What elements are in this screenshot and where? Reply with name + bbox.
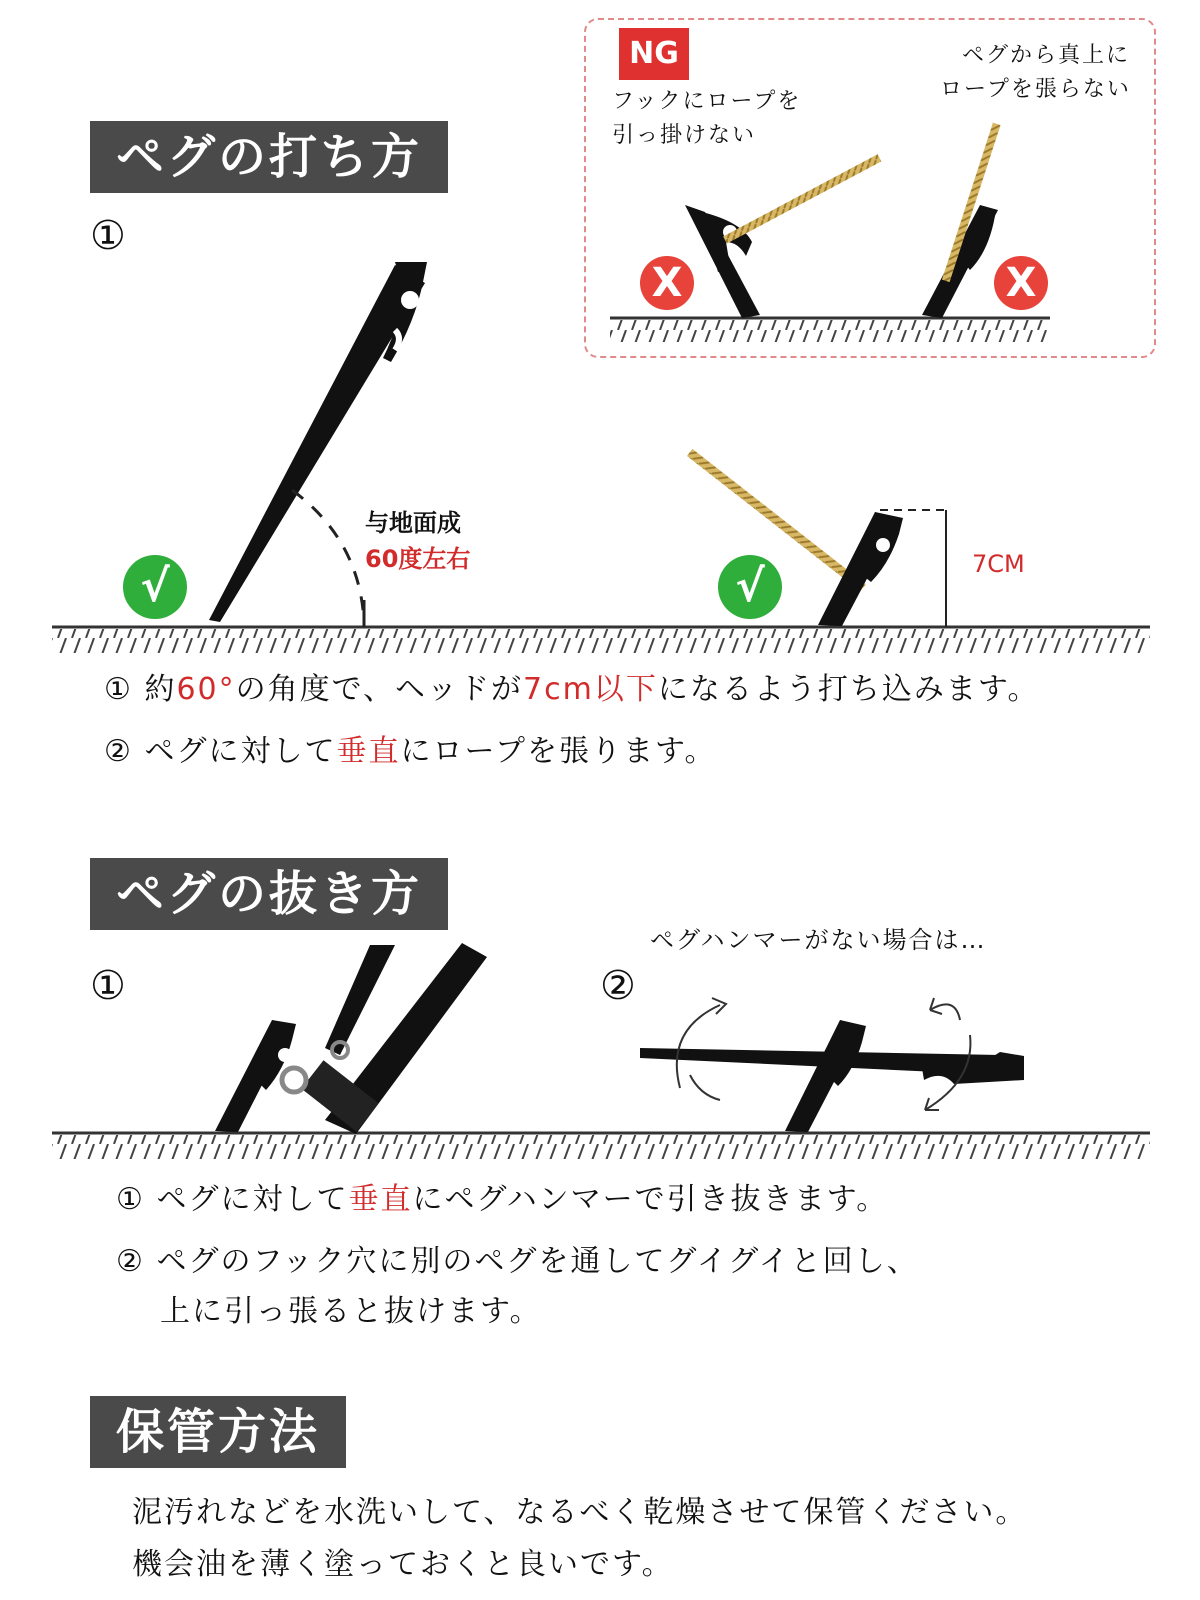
section-title-storage: 保管方法 [90, 1396, 346, 1468]
angle-note-line1: 与地面成 [365, 509, 461, 537]
step-highlight: 60° [176, 672, 236, 707]
step-number: ① [116, 1182, 145, 1217]
step-text: ペグのフック穴に別のペグを通してグイグイと回し、 [156, 1244, 919, 1279]
step-text: になるよう打ち込みます。 [657, 672, 1040, 707]
peg-stuck [785, 1020, 866, 1132]
height-label: 7CM [972, 550, 1025, 578]
ng-right-caption-line2: ロープを張らない [940, 77, 1131, 102]
ng-badge: NG [619, 28, 689, 80]
step-highlight: 7cm以下 [523, 672, 658, 707]
step-number: ① [104, 672, 133, 707]
ng-left-caption-line1: フックにロープを [612, 89, 802, 114]
x-mark-icon: X [994, 256, 1048, 310]
section-title-how-to-drive: ペグの打ち方 [90, 121, 448, 193]
drive-step-1 [104, 670, 1039, 710]
checkmark-icon: √ [718, 555, 782, 619]
remove-step-2-continued: 上に引っ張ると抜けます。 [160, 1294, 542, 1329]
step-marker: ① [90, 213, 126, 259]
drive-step-2 [104, 732, 717, 772]
step-highlight: 垂直 [348, 1182, 413, 1217]
step-highlight: 垂直 [336, 734, 401, 769]
step-text: の角度で、ヘッドが [235, 672, 524, 707]
step-text: ペグに対して [156, 1182, 349, 1217]
ng-left-caption-line2: 引っ掛けない [612, 123, 757, 148]
ng-right-caption-line1: ペグから真上に [962, 43, 1131, 68]
storage-text-line1: 泥汚れなどを水洗いして、なるべく乾燥させて保管ください。 [132, 1495, 1028, 1530]
step-text: にペグハンマーで引き抜きます。 [412, 1182, 889, 1217]
checkmark-icon: √ [123, 555, 187, 619]
step-number: ② [104, 734, 133, 769]
peg-correct-rope [818, 512, 903, 626]
step-marker: ② [600, 963, 636, 1009]
step-number: ② [116, 1244, 145, 1279]
angle-note-line2: 60度左右 [365, 545, 471, 573]
no-hammer-note: ペグハンマーがない場合は… [650, 926, 987, 954]
step-marker: ① [90, 963, 126, 1009]
remove-step-2 [116, 1242, 919, 1282]
remove-step-1 [116, 1180, 888, 1220]
section2-ground [52, 1133, 1150, 1159]
peg-hammer [282, 943, 487, 1134]
storage-text-line2: 機会油を薄く塗っておくと良いです。 [132, 1547, 674, 1582]
step-text: 約 [144, 672, 177, 707]
angle-arc [292, 490, 364, 622]
step-text: ペグに対して [144, 734, 337, 769]
x-mark-icon: X [640, 256, 694, 310]
step-text: にロープを張ります。 [400, 734, 717, 769]
section1-ground [52, 627, 1150, 653]
section-title-how-to-remove: ペグの抜き方 [90, 858, 448, 930]
